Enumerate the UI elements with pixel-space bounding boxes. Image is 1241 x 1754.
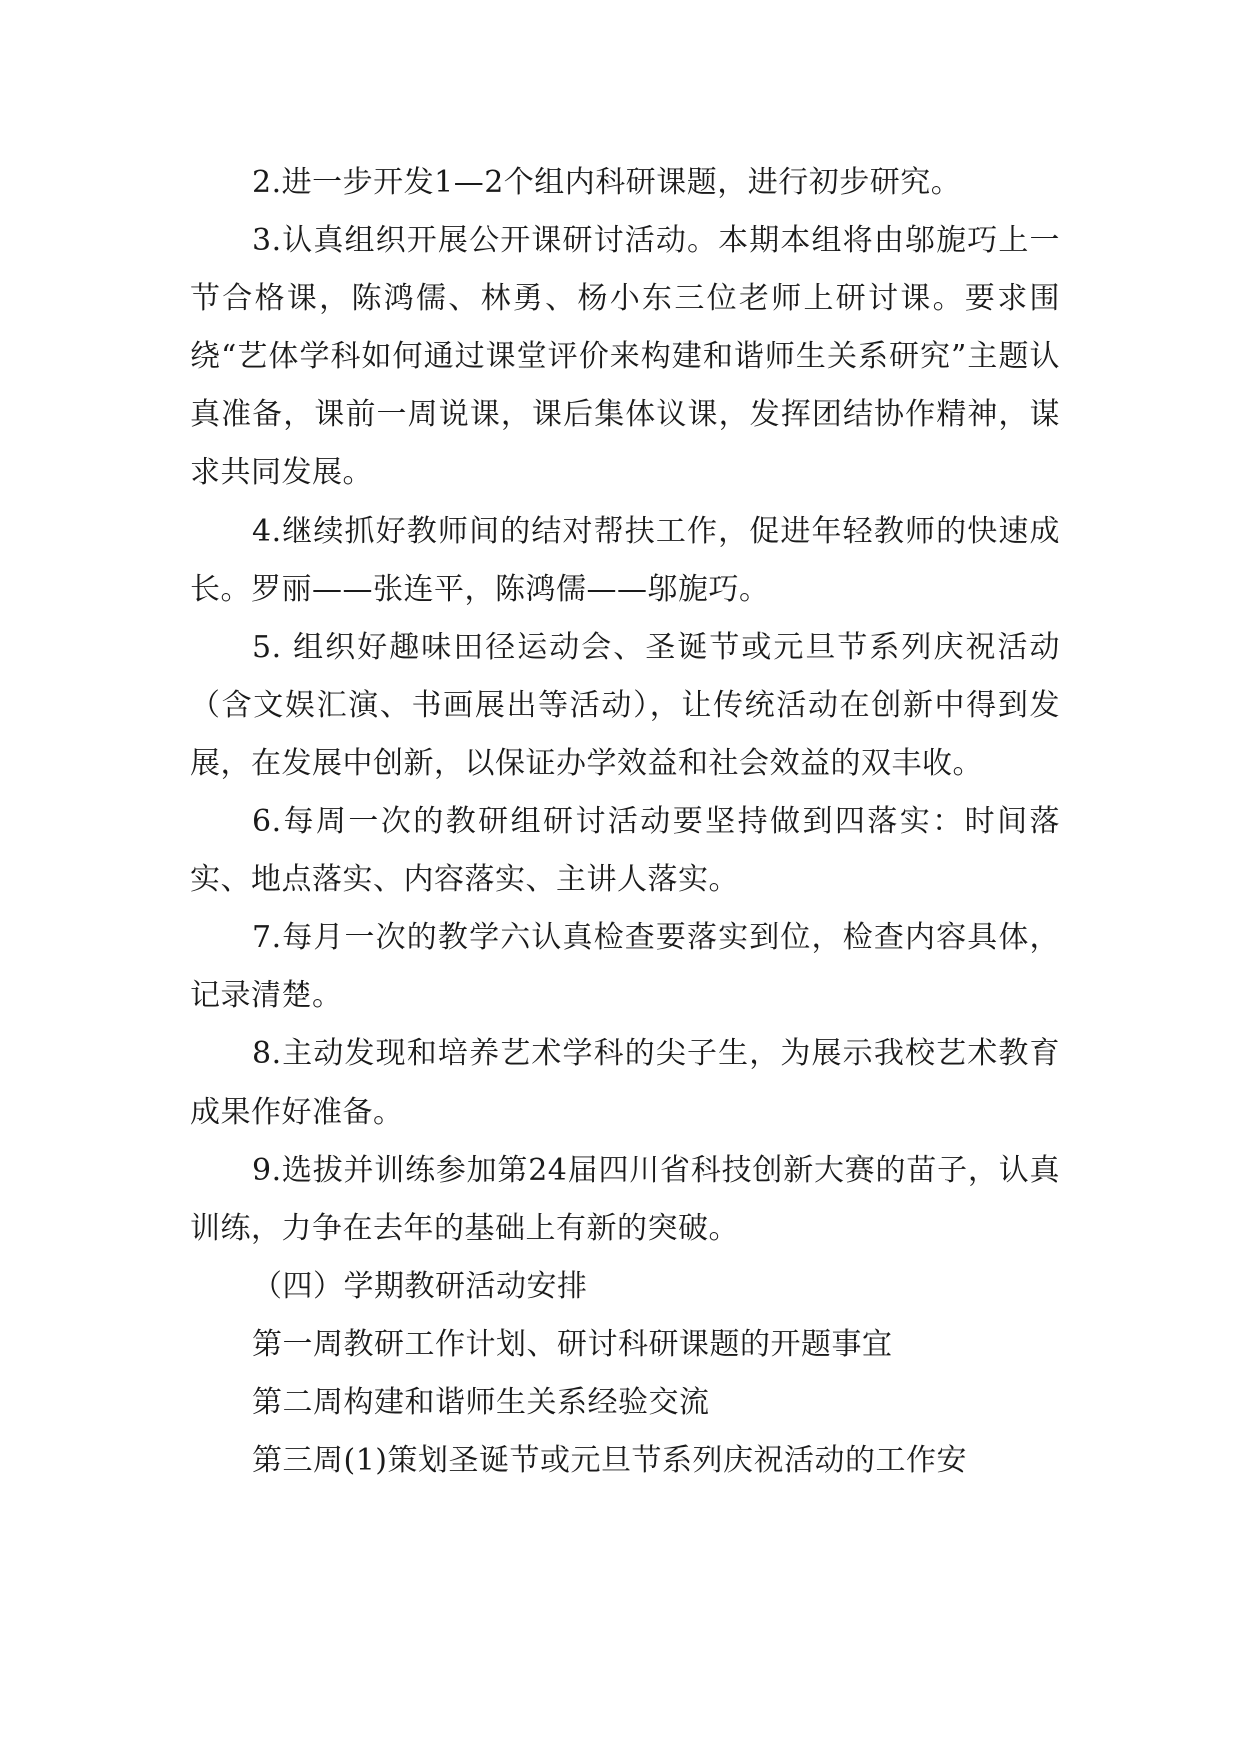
- paragraph-item-8: 8.主动发现和培养艺术学科的尖子生，为展示我校艺术教育成果作好准备。: [190, 1036, 1060, 1130]
- schedule-week-1: 第一周教研工作计划、研讨科研课题的开题事宜: [252, 1326, 893, 1362]
- paragraph-item-7: 7.每月一次的教学六认真检查要落实到位，检查内容具体，记录清楚。: [190, 920, 1060, 1014]
- paragraph-item-2: 2.进一步开发1—2个组内科研课题，进行初步研究。: [252, 165, 962, 200]
- document-body: [190, 154, 1060, 1490]
- paragraph-item-3: 3.认真组织开展公开课研讨活动。本期本组将由邬旎巧上一节合格课，陈鸿儒、林勇、杨小东三位老师上研讨课。要求围绕“艺体学科如何通过课堂评价来构建和谐师生关系研究”主题认真准备，课前一周说课，课后集体议课，发挥团结协作精神，谋求共同发展。: [190, 223, 1060, 491]
- schedule-week-3: 第三周(1)策划圣诞节或元旦节系列庆祝活动的工作安: [252, 1443, 967, 1479]
- paragraph-item-4: 4.继续抓好教师间的结对帮扶工作，促进年轻教师的快速成长。罗丽——张连平，陈鸿儒——邬旎巧。: [190, 513, 1060, 607]
- section-heading: （四）学期教研活动安排: [252, 1268, 588, 1304]
- paragraph-item-5: 5. 组织好趣味田径运动会、圣诞节或元旦节系列庆祝活动（含文娱汇演、书画展出等活动），让传统活动在创新中得到发展，在发展中创新，以保证办学效益和社会效益的双丰收。: [190, 629, 1060, 781]
- paragraph-item-9: 9.选拔并训练参加第24届四川省科技创新大赛的苗子，认真训练，力争在去年的基础上有新的突破。: [190, 1152, 1060, 1246]
- paragraph-item-6: 6.每周一次的教研组研讨活动要坚持做到四落实：时间落实、地点落实、内容落实、主讲人落实。: [190, 804, 1060, 898]
- schedule-week-2: 第二周构建和谐师生关系经验交流: [252, 1384, 710, 1420]
